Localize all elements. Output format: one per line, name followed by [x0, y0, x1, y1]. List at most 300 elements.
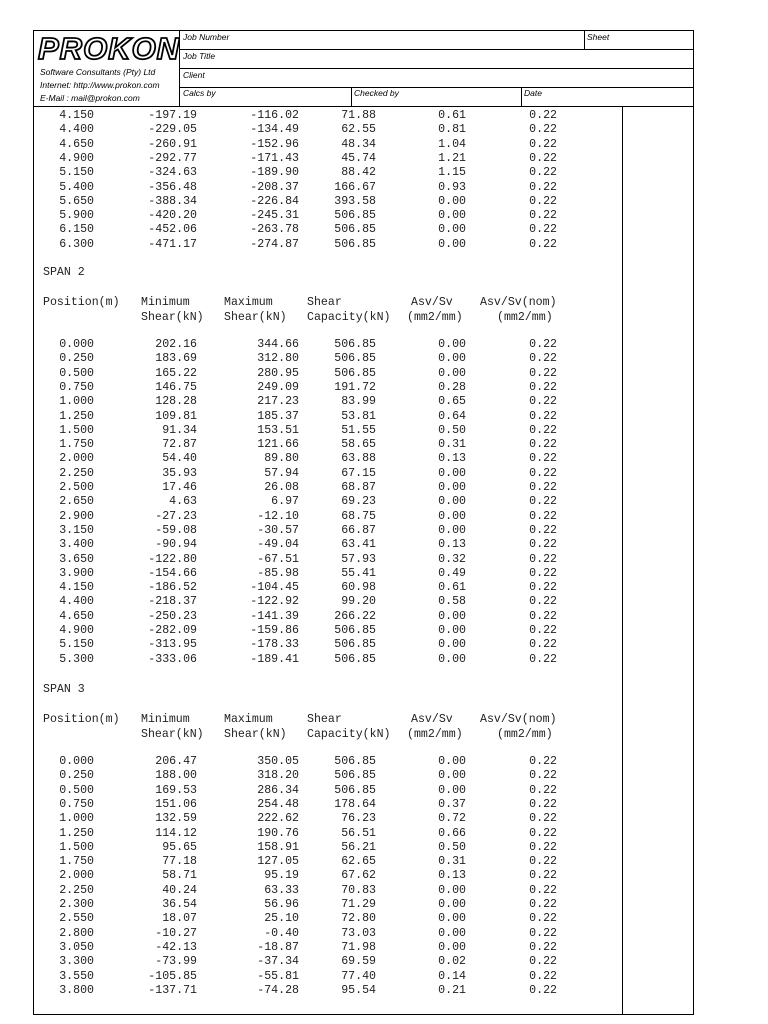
- cell-asv-sv: 0.00: [438, 509, 466, 523]
- cell-min-shear: 169.53: [155, 783, 197, 797]
- cell-min-shear: -218.37: [148, 595, 197, 609]
- cell-asv-sv-nom: 0.22: [529, 855, 557, 869]
- cell-position: 0.250: [59, 769, 94, 783]
- cell-max-shear: -55.81: [257, 969, 299, 983]
- cell-asv-sv-nom: 0.22: [529, 395, 557, 409]
- cell-asv-sv-nom: 0.22: [529, 409, 557, 423]
- cell-position: 1.250: [59, 826, 94, 840]
- cell-asv-sv: 0.28: [438, 380, 466, 394]
- cell-max-shear: -67.51: [257, 552, 299, 566]
- cell-shear-capacity: 95.54: [341, 983, 376, 997]
- cell-max-shear: 318.20: [257, 769, 299, 783]
- cell-shear-capacity: 68.87: [341, 481, 376, 494]
- cell-shear-capacity: 48.34: [341, 137, 376, 151]
- cell-asv-sv: 0.50: [438, 423, 466, 437]
- cell-min-shear: -59.08: [155, 523, 197, 537]
- cell-asv-sv: 0.00: [438, 352, 466, 366]
- table-row: [43, 827, 573, 841]
- cell-min-shear: -186.52: [148, 581, 197, 595]
- cell-position: 3.650: [59, 552, 94, 566]
- cell-min-shear: 54.40: [162, 452, 197, 466]
- cell-asv-sv-nom: 0.22: [529, 826, 557, 840]
- cell-asv-sv: 0.13: [438, 869, 466, 883]
- cell-asv-sv: 0.00: [438, 926, 466, 940]
- cell-max-shear: 95.19: [264, 869, 299, 883]
- cell-position: 0.000: [59, 338, 94, 351]
- cell-position: 5.400: [59, 180, 94, 194]
- table-row: [43, 395, 573, 409]
- cell-asv-sv-nom: 0.22: [529, 194, 557, 208]
- cell-position: 2.250: [59, 466, 94, 480]
- table-row: [43, 123, 573, 137]
- sheet-header: [33, 30, 694, 107]
- cell-asv-sv-nom: 0.22: [529, 926, 557, 940]
- cell-min-shear: -313.95: [148, 638, 197, 652]
- col-asv-1: Asv/Sv: [411, 713, 453, 726]
- table-row: [43, 567, 573, 581]
- cell-position: 2.000: [59, 869, 94, 883]
- cell-asv-sv-nom: 0.22: [529, 366, 557, 380]
- cell-asv-sv: 0.00: [438, 609, 466, 623]
- cell-max-shear: -12.10: [257, 509, 299, 523]
- cell-max-shear: 6.97: [271, 495, 299, 509]
- table-row: [43, 638, 573, 652]
- cell-asv-sv-nom: 0.22: [529, 481, 557, 494]
- cell-asv-sv: 0.00: [438, 495, 466, 509]
- cell-asv-sv-nom: 0.22: [529, 423, 557, 437]
- table-row: [43, 624, 573, 638]
- table-row: [43, 798, 573, 812]
- cell-min-shear: 77.18: [162, 855, 197, 869]
- cell-max-shear: -134.49: [250, 123, 299, 137]
- cell-min-shear: 91.34: [162, 423, 197, 437]
- cell-asv-sv: 0.00: [438, 883, 466, 897]
- cell-position: 3.800: [59, 983, 94, 997]
- col-asv-1: Asv/Sv: [411, 296, 453, 309]
- cell-max-shear: -49.04: [257, 538, 299, 552]
- cell-min-shear: -229.05: [148, 123, 197, 137]
- cell-asv-sv: 1.04: [438, 137, 466, 151]
- cell-asv-sv-nom: 0.22: [529, 452, 557, 466]
- cell-asv-sv: 0.00: [438, 652, 466, 666]
- table-row: [43, 424, 573, 438]
- cell-asv-sv: 0.00: [438, 912, 466, 926]
- cell-asv-sv-nom: 0.22: [529, 237, 557, 251]
- header-rule-2: [180, 68, 694, 69]
- cell-min-shear: 35.93: [162, 466, 197, 480]
- cell-asv-sv: 0.64: [438, 409, 466, 423]
- cell-position: 5.900: [59, 209, 94, 223]
- cell-position: 2.250: [59, 883, 94, 897]
- cell-min-shear: 128.28: [155, 395, 197, 409]
- table-row: [43, 152, 573, 166]
- col-max-2: Shear(kN): [224, 311, 287, 324]
- cell-shear-capacity: 58.65: [341, 438, 376, 452]
- cell-asv-sv: 0.49: [438, 566, 466, 580]
- cell-shear-capacity: 76.23: [341, 812, 376, 826]
- cell-shear-capacity: 506.85: [334, 237, 376, 251]
- cell-asv-sv-nom: 0.22: [529, 509, 557, 523]
- cell-asv-sv-nom: 0.22: [529, 652, 557, 666]
- company-email: E-Mail : mail@prokon.com: [40, 93, 140, 103]
- cell-min-shear: 206.47: [155, 755, 197, 768]
- cell-shear-capacity: 506.85: [334, 755, 376, 768]
- table-row: [43, 510, 573, 524]
- col-nom-1: Asv/Sv(nom): [480, 296, 557, 309]
- cell-asv-sv: 0.00: [438, 194, 466, 208]
- cell-max-shear: 25.10: [264, 912, 299, 926]
- cell-min-shear: -154.66: [148, 566, 197, 580]
- cell-min-shear: -356.48: [148, 180, 197, 194]
- cell-max-shear: -104.45: [250, 581, 299, 595]
- cell-asv-sv: 0.14: [438, 969, 466, 983]
- cell-asv-sv-nom: 0.22: [529, 438, 557, 452]
- table-row: [43, 755, 573, 769]
- table-row: [43, 452, 573, 466]
- col-min-2: Shear(kN): [141, 728, 204, 741]
- cell-asv-sv-nom: 0.22: [529, 769, 557, 783]
- cell-shear-capacity: 56.21: [341, 840, 376, 854]
- table-row: [43, 769, 573, 783]
- cell-asv-sv-nom: 0.22: [529, 380, 557, 394]
- cell-asv-sv-nom: 0.22: [529, 624, 557, 637]
- company-internet: Internet: http://www.prokon.com: [40, 80, 160, 90]
- table-row: [43, 581, 573, 595]
- cell-max-shear: -85.98: [257, 566, 299, 580]
- cell-min-shear: 109.81: [155, 409, 197, 423]
- table-row: [43, 338, 573, 352]
- cell-min-shear: -420.20: [148, 209, 197, 223]
- cell-max-shear: -245.31: [250, 209, 299, 223]
- cell-shear-capacity: 60.98: [341, 581, 376, 595]
- col-max-2: Shear(kN): [224, 728, 287, 741]
- sheet-separator: [584, 30, 585, 49]
- cell-min-shear: 18.07: [162, 912, 197, 926]
- cell-max-shear: -171.43: [250, 151, 299, 165]
- cell-max-shear: -226.84: [250, 194, 299, 208]
- cell-asv-sv-nom: 0.22: [529, 352, 557, 366]
- cell-min-shear: -452.06: [148, 223, 197, 237]
- cell-asv-sv-nom: 0.22: [529, 466, 557, 480]
- cell-position: 2.650: [59, 495, 94, 509]
- cell-asv-sv: 0.13: [438, 538, 466, 552]
- cell-asv-sv: 0.00: [438, 638, 466, 652]
- cell-max-shear: -208.37: [250, 180, 299, 194]
- cell-max-shear: 350.05: [257, 755, 299, 768]
- col-nom-1: Asv/Sv(nom): [480, 713, 557, 726]
- cell-asv-sv-nom: 0.22: [529, 581, 557, 595]
- cell-shear-capacity: 67.15: [341, 466, 376, 480]
- cell-asv-sv: 0.00: [438, 783, 466, 797]
- cell-shear-capacity: 77.40: [341, 969, 376, 983]
- cell-asv-sv: 0.00: [438, 338, 466, 351]
- cell-asv-sv-nom: 0.22: [529, 940, 557, 954]
- cell-shear-capacity: 45.74: [341, 151, 376, 165]
- cell-shear-capacity: 63.88: [341, 452, 376, 466]
- cell-max-shear: -189.41: [250, 652, 299, 666]
- cell-min-shear: -471.17: [148, 237, 197, 251]
- job-title-label: Job Title: [183, 51, 216, 61]
- cell-shear-capacity: 99.20: [341, 595, 376, 609]
- cell-max-shear: 56.96: [264, 898, 299, 911]
- cell-shear-capacity: 506.85: [334, 624, 376, 637]
- cell-position: 1.500: [59, 840, 94, 854]
- cell-max-shear: -141.39: [250, 609, 299, 623]
- cell-asv-sv-nom: 0.22: [529, 969, 557, 983]
- cell-asv-sv: 0.00: [438, 481, 466, 494]
- cell-min-shear: -122.80: [148, 552, 197, 566]
- cell-max-shear: 249.09: [257, 380, 299, 394]
- cell-shear-capacity: 57.93: [341, 552, 376, 566]
- cell-asv-sv-nom: 0.22: [529, 638, 557, 652]
- cell-asv-sv-nom: 0.22: [529, 869, 557, 883]
- cell-shear-capacity: 69.23: [341, 495, 376, 509]
- table-row: [43, 223, 573, 237]
- col-max-1: Maximum: [224, 296, 273, 309]
- header-rule-1: [180, 49, 694, 50]
- cell-max-shear: -274.87: [250, 237, 299, 251]
- cell-asv-sv-nom: 0.22: [529, 180, 557, 194]
- cell-position: 1.000: [59, 395, 94, 409]
- cell-min-shear: 72.87: [162, 438, 197, 452]
- cell-shear-capacity: 178.64: [334, 797, 376, 811]
- cell-position: 4.900: [59, 151, 94, 165]
- table-row: [43, 352, 573, 366]
- cell-shear-capacity: 62.55: [341, 123, 376, 137]
- cell-position: 4.400: [59, 123, 94, 137]
- cell-asv-sv-nom: 0.22: [529, 137, 557, 151]
- header-rule-3: [180, 87, 694, 88]
- cell-shear-capacity: 88.42: [341, 166, 376, 180]
- cell-position: 4.650: [59, 137, 94, 151]
- cell-min-shear: -282.09: [148, 624, 197, 637]
- cell-asv-sv: 0.00: [438, 223, 466, 237]
- cell-min-shear: -90.94: [155, 538, 197, 552]
- cell-position: 0.750: [59, 380, 94, 394]
- cell-position: 6.300: [59, 237, 94, 251]
- cell-min-shear: 165.22: [155, 366, 197, 380]
- cell-min-shear: 17.46: [162, 481, 197, 494]
- cell-max-shear: 121.66: [257, 438, 299, 452]
- cell-position: 0.250: [59, 352, 94, 366]
- cell-position: 0.500: [59, 366, 94, 380]
- cell-asv-sv: 1.15: [438, 166, 466, 180]
- cell-position: 2.000: [59, 452, 94, 466]
- cell-position: 5.150: [59, 638, 94, 652]
- cell-asv-sv: 0.00: [438, 523, 466, 537]
- cell-asv-sv-nom: 0.22: [529, 912, 557, 926]
- cell-max-shear: -178.33: [250, 638, 299, 652]
- cell-position: 1.250: [59, 409, 94, 423]
- table-row: [43, 538, 573, 552]
- cell-asv-sv: 0.58: [438, 595, 466, 609]
- cell-shear-capacity: 73.03: [341, 926, 376, 940]
- table-row: [43, 238, 573, 252]
- cell-shear-capacity: 67.62: [341, 869, 376, 883]
- cell-asv-sv: 0.61: [438, 109, 466, 122]
- cell-max-shear: 254.48: [257, 797, 299, 811]
- cell-max-shear: -74.28: [257, 983, 299, 997]
- col-cap-1: Shear: [307, 713, 342, 726]
- cell-min-shear: -42.13: [155, 940, 197, 954]
- cell-position: 3.400: [59, 538, 94, 552]
- cell-shear-capacity: 56.51: [341, 826, 376, 840]
- table-row: [43, 941, 573, 955]
- checked-separator: [351, 87, 352, 106]
- cell-shear-capacity: 55.41: [341, 566, 376, 580]
- cell-asv-sv: 0.00: [438, 466, 466, 480]
- cell-asv-sv-nom: 0.22: [529, 552, 557, 566]
- cell-min-shear: -388.34: [148, 194, 197, 208]
- table-row: [43, 855, 573, 869]
- cell-shear-capacity: 266.22: [334, 609, 376, 623]
- span2-title: SPAN 2: [43, 266, 85, 279]
- cell-asv-sv-nom: 0.22: [529, 955, 557, 969]
- cell-shear-capacity: 506.85: [334, 338, 376, 351]
- cell-asv-sv-nom: 0.22: [529, 495, 557, 509]
- col-asv-2: (mm2/mm): [407, 311, 463, 324]
- cell-max-shear: -152.96: [250, 137, 299, 151]
- table-row: [43, 984, 573, 998]
- cell-position: 1.750: [59, 438, 94, 452]
- cell-max-shear: 185.37: [257, 409, 299, 423]
- cell-min-shear: -105.85: [148, 969, 197, 983]
- table-row: [43, 869, 573, 883]
- logo-text: PROKON: [38, 32, 180, 64]
- cell-position: 0.750: [59, 797, 94, 811]
- cell-asv-sv-nom: 0.22: [529, 523, 557, 537]
- cell-min-shear: 146.75: [155, 380, 197, 394]
- cell-asv-sv-nom: 0.22: [529, 898, 557, 911]
- cell-max-shear: 63.33: [264, 883, 299, 897]
- cell-asv-sv: 0.72: [438, 812, 466, 826]
- cell-shear-capacity: 506.85: [334, 652, 376, 666]
- col-position: Position(m): [43, 713, 120, 726]
- cell-min-shear: -27.23: [155, 509, 197, 523]
- cell-asv-sv-nom: 0.22: [529, 983, 557, 997]
- cell-asv-sv-nom: 0.22: [529, 151, 557, 165]
- cell-max-shear: -30.57: [257, 523, 299, 537]
- cell-asv-sv: 0.13: [438, 452, 466, 466]
- cell-asv-sv: 0.21: [438, 983, 466, 997]
- cell-min-shear: 95.65: [162, 840, 197, 854]
- cell-min-shear: 36.54: [162, 898, 197, 911]
- cell-position: 3.050: [59, 940, 94, 954]
- table-row: [43, 653, 573, 667]
- cell-shear-capacity: 72.80: [341, 912, 376, 926]
- table-row: [43, 812, 573, 826]
- cell-min-shear: -260.91: [148, 137, 197, 151]
- cell-position: 4.900: [59, 624, 94, 637]
- cell-min-shear: -250.23: [148, 609, 197, 623]
- cell-shear-capacity: 393.58: [334, 194, 376, 208]
- cell-position: 4.150: [59, 109, 94, 122]
- cell-position: 1.750: [59, 855, 94, 869]
- col-max-1: Maximum: [224, 713, 273, 726]
- col-min-1: Minimum: [141, 296, 190, 309]
- cell-asv-sv: 0.81: [438, 123, 466, 137]
- cell-asv-sv: 0.50: [438, 840, 466, 854]
- cell-shear-capacity: 506.85: [334, 769, 376, 783]
- cell-min-shear: -10.27: [155, 926, 197, 940]
- cell-asv-sv-nom: 0.22: [529, 840, 557, 854]
- col-nom-2: (mm2/mm): [497, 311, 553, 324]
- table-row: [43, 138, 573, 152]
- cell-min-shear: 114.12: [155, 826, 197, 840]
- cell-shear-capacity: 66.87: [341, 523, 376, 537]
- cell-max-shear: 158.91: [257, 840, 299, 854]
- checked-by-label: Checked by: [354, 88, 399, 98]
- cell-shear-capacity: 191.72: [334, 380, 376, 394]
- cell-max-shear: -189.90: [250, 166, 299, 180]
- cell-shear-capacity: 69.59: [341, 955, 376, 969]
- table-row: [43, 898, 573, 912]
- cell-max-shear: 217.23: [257, 395, 299, 409]
- table-row: [43, 410, 573, 424]
- cell-asv-sv-nom: 0.22: [529, 595, 557, 609]
- cell-max-shear: -159.86: [250, 624, 299, 637]
- cell-asv-sv: 0.31: [438, 855, 466, 869]
- cell-shear-capacity: 70.83: [341, 883, 376, 897]
- table-row: [43, 467, 573, 481]
- cell-max-shear: 280.95: [257, 366, 299, 380]
- cell-max-shear: 57.94: [264, 466, 299, 480]
- sheet-label: Sheet: [587, 32, 610, 42]
- cell-shear-capacity: 71.98: [341, 940, 376, 954]
- cell-asv-sv: 1.21: [438, 151, 466, 165]
- col-cap-1: Shear: [307, 296, 342, 309]
- table-row: [43, 109, 573, 123]
- cell-max-shear: 190.76: [257, 826, 299, 840]
- cell-min-shear: 4.63: [169, 495, 197, 509]
- table-row: [43, 912, 573, 926]
- right-margin-line: [622, 107, 623, 1015]
- cell-shear-capacity: 71.29: [341, 898, 376, 911]
- table-row: [43, 166, 573, 180]
- cell-position: 1.000: [59, 812, 94, 826]
- cell-asv-sv: 0.00: [438, 237, 466, 251]
- table-row: [43, 367, 573, 381]
- cell-asv-sv-nom: 0.22: [529, 797, 557, 811]
- cell-asv-sv-nom: 0.22: [529, 538, 557, 552]
- cell-asv-sv-nom: 0.22: [529, 123, 557, 137]
- table-row: [43, 970, 573, 984]
- cell-max-shear: -0.40: [264, 926, 299, 940]
- cell-position: 2.300: [59, 898, 94, 911]
- col-cap-2: Capacity(kN): [307, 728, 391, 741]
- cell-min-shear: 151.06: [155, 797, 197, 811]
- cell-asv-sv-nom: 0.22: [529, 812, 557, 826]
- table-row: [43, 181, 573, 195]
- company-name: Software Consultants (Pty) Ltd: [40, 67, 156, 77]
- table-row: [43, 381, 573, 395]
- cell-min-shear: -292.77: [148, 151, 197, 165]
- cell-max-shear: -37.34: [257, 955, 299, 969]
- cell-shear-capacity: 63.41: [341, 538, 376, 552]
- col-cap-2: Capacity(kN): [307, 311, 391, 324]
- cell-asv-sv: 0.00: [438, 940, 466, 954]
- cell-shear-capacity: 51.55: [341, 423, 376, 437]
- cell-asv-sv: 0.37: [438, 797, 466, 811]
- cell-position: 2.500: [59, 481, 94, 494]
- col-min-1: Minimum: [141, 713, 190, 726]
- table-row: [43, 481, 573, 495]
- cell-asv-sv: 0.00: [438, 209, 466, 223]
- table-row: [43, 553, 573, 567]
- cell-shear-capacity: 506.85: [334, 638, 376, 652]
- cell-min-shear: 58.71: [162, 869, 197, 883]
- cell-position: 5.300: [59, 652, 94, 666]
